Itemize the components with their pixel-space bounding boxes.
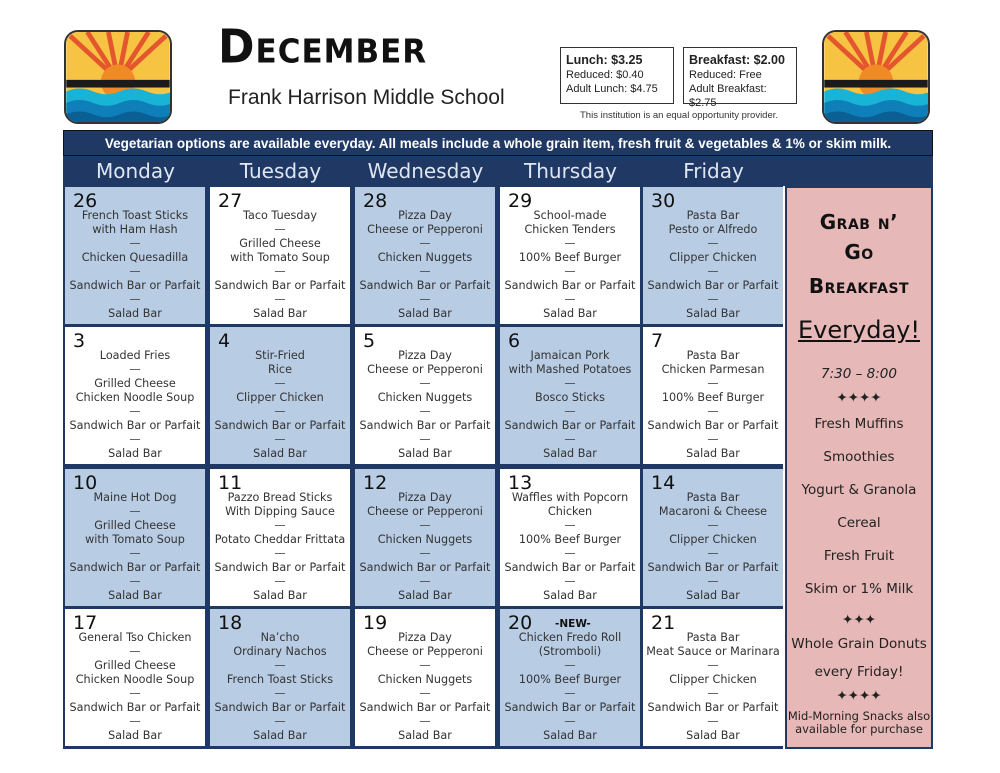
menu-item: Salad Bar xyxy=(253,307,307,320)
menu-item: Potato Cheddar Frittata xyxy=(214,533,346,546)
grab-title-line1: Grab n’ xyxy=(819,210,899,234)
day-header-wednesday: Wednesday xyxy=(367,159,484,183)
menu-items xyxy=(500,491,640,603)
menu-item: Sandwich Bar or Parfait xyxy=(359,419,491,432)
grab-n-go-breakfast-panel xyxy=(785,186,933,749)
menu-items xyxy=(643,349,783,461)
sunset-waves-icon xyxy=(66,32,170,122)
grab-title-line3: Breakfast xyxy=(808,274,910,298)
day-number: 6 xyxy=(508,330,521,352)
item-separator: — xyxy=(564,687,576,700)
item-separator: — xyxy=(707,377,719,390)
menu-item: Pizza Day xyxy=(398,349,452,362)
sidebar-item: Skim or 1% Milk xyxy=(804,581,914,597)
menu-item: Clipper Chicken xyxy=(669,533,757,546)
day-number: 5 xyxy=(363,330,376,352)
day-number: 14 xyxy=(651,472,676,494)
menu-day-cell-tuesday xyxy=(210,187,350,324)
item-separator: — xyxy=(274,265,286,278)
day-header-monday: Monday xyxy=(96,159,175,183)
menu-item: Salad Bar xyxy=(686,307,740,320)
item-separator: — xyxy=(274,223,286,236)
menu-day-cell-wednesday xyxy=(355,609,495,746)
menu-item: Salad Bar xyxy=(543,729,597,742)
menu-item: Chicken Nuggets xyxy=(377,673,473,686)
day-number: 28 xyxy=(363,190,388,212)
menu-item: Salad Bar xyxy=(398,447,452,460)
item-separator: — xyxy=(707,575,719,588)
item-separator: — xyxy=(564,293,576,306)
item-separator: — xyxy=(129,433,141,446)
menu-item: Clipper Chicken xyxy=(669,673,757,686)
menu-items xyxy=(643,491,783,603)
item-separator: — xyxy=(564,237,576,250)
item-separator: — xyxy=(707,687,719,700)
menu-day-cell-wednesday xyxy=(355,187,495,324)
sidebar-item: Cereal xyxy=(837,515,881,531)
menu-item: Salad Bar xyxy=(543,447,597,460)
item-separator: — xyxy=(274,715,286,728)
menu-day-cell-tuesday xyxy=(210,609,350,746)
menu-items xyxy=(500,349,640,461)
day-number: 29 xyxy=(508,190,533,212)
item-separator: — xyxy=(129,505,141,518)
item-separator: — xyxy=(129,405,141,418)
diamond-divider: ✦✦✦✦ xyxy=(836,688,882,704)
item-separator: — xyxy=(419,405,431,418)
school-logo xyxy=(64,30,172,124)
item-separator: — xyxy=(419,519,431,532)
menu-item: Maine Hot Dog xyxy=(93,491,177,504)
adult-lunch-price: Adult Lunch: $4.75 xyxy=(566,83,658,95)
sidebar-item: Fresh Muffins xyxy=(814,416,904,432)
menu-item: Clipper Chicken xyxy=(669,251,757,264)
menu-item: Salad Bar xyxy=(543,307,597,320)
menu-item: 100% Beef Burger xyxy=(518,251,622,264)
menu-item: Grilled Cheese xyxy=(94,659,176,672)
menu-item: Chicken Noodle Soup xyxy=(75,391,195,404)
grab-title-line2: Go xyxy=(844,240,874,264)
day-number: 7 xyxy=(651,330,664,352)
item-separator: — xyxy=(129,293,141,306)
menu-item: Salad Bar xyxy=(253,729,307,742)
menu-item: Jamaican Pork xyxy=(530,349,610,362)
menu-items xyxy=(65,349,205,461)
menu-item: Chicken Nuggets xyxy=(377,391,473,404)
menu-item: Salad Bar xyxy=(398,589,452,602)
item-separator: — xyxy=(564,715,576,728)
menu-item: Ordinary Nachos xyxy=(233,645,327,658)
menu-item: Pizza Day xyxy=(398,209,452,222)
menu-day-cell-wednesday xyxy=(355,469,495,606)
item-separator: — xyxy=(707,715,719,728)
menu-item: Salad Bar xyxy=(686,589,740,602)
menu-item: with Tomato Soup xyxy=(230,251,330,264)
menu-items xyxy=(210,209,350,321)
diamond-divider: ✦✦✦ xyxy=(842,612,876,628)
menu-item: Chicken Nuggets xyxy=(377,251,473,264)
menu-item: Salad Bar xyxy=(108,589,162,602)
menu-item: Sandwich Bar or Parfait xyxy=(69,419,201,432)
menu-item: Pesto or Alfredo xyxy=(668,223,758,236)
item-separator: — xyxy=(274,659,286,672)
menu-item: Pazzo Bread Sticks xyxy=(227,491,333,504)
menu-item: Sandwich Bar or Parfait xyxy=(359,561,491,574)
item-separator: — xyxy=(564,547,576,560)
lunch-price-box xyxy=(560,47,674,104)
sidebar-item: Yogurt & Granola xyxy=(801,482,917,498)
menu-item: Sandwich Bar or Parfait xyxy=(647,701,779,714)
item-separator: — xyxy=(564,575,576,588)
menu-item: Taco Tuesday xyxy=(243,209,317,222)
menu-items xyxy=(65,209,205,321)
item-separator: — xyxy=(274,519,286,532)
menu-day-cell-tuesday xyxy=(210,469,350,606)
menu-item: Pizza Day xyxy=(398,491,452,504)
item-separator: — xyxy=(707,293,719,306)
menu-item: Pasta Bar xyxy=(686,209,740,222)
menu-item: Macaroni & Cheese xyxy=(658,505,768,518)
equal-opportunity-note: This institution is an equal opportunity provider. xyxy=(580,110,779,121)
menu-day-cell-thursday xyxy=(500,187,640,324)
menu-items xyxy=(65,491,205,603)
menu-item: Rice xyxy=(268,363,292,376)
day-number: 3 xyxy=(73,330,86,352)
menu-item: Salad Bar xyxy=(108,447,162,460)
menu-item: Pasta Bar xyxy=(686,631,740,644)
menu-item: Na’cho xyxy=(260,631,300,644)
menu-item: Salad Bar xyxy=(253,589,307,602)
menu-item: School-made xyxy=(533,209,607,222)
breakfast-time: 7:30 – 8:00 xyxy=(821,366,897,382)
item-separator: — xyxy=(419,237,431,250)
menu-items xyxy=(355,491,495,603)
item-separator: — xyxy=(419,293,431,306)
menu-item: Chicken Quesadilla xyxy=(81,251,189,264)
menu-day-cell-monday xyxy=(65,187,205,324)
item-separator: — xyxy=(129,237,141,250)
item-separator: — xyxy=(274,433,286,446)
menu-day-cell-thursday xyxy=(500,469,640,606)
menu-item: 100% Beef Burger xyxy=(661,391,765,404)
item-separator: — xyxy=(707,265,719,278)
menu-item: Sandwich Bar or Parfait xyxy=(214,419,346,432)
menu-item: with Ham Hash xyxy=(92,223,178,236)
menu-items xyxy=(210,631,350,743)
menu-item: Grilled Cheese xyxy=(239,237,321,250)
menu-items xyxy=(210,349,350,461)
item-separator: — xyxy=(274,547,286,560)
menu-item: Sandwich Bar or Parfait xyxy=(69,561,201,574)
item-separator: — xyxy=(707,659,719,672)
school-name: Frank Harrison Middle School xyxy=(228,86,505,109)
day-number: 12 xyxy=(363,472,388,494)
item-separator: — xyxy=(707,433,719,446)
item-separator: — xyxy=(419,715,431,728)
menu-items xyxy=(500,631,640,743)
item-separator: — xyxy=(274,293,286,306)
menu-item: Chicken Fredo Roll xyxy=(518,631,622,644)
item-separator: — xyxy=(564,519,576,532)
lunch-price: Lunch: $3.25 xyxy=(566,53,643,67)
day-number: 27 xyxy=(218,190,243,212)
menu-item: Sandwich Bar or Parfait xyxy=(647,561,779,574)
menu-item: French Toast Sticks xyxy=(226,673,334,686)
menu-item: Sandwich Bar or Parfait xyxy=(69,701,201,714)
menu-items xyxy=(643,631,783,743)
menu-day-cell-friday xyxy=(643,609,783,746)
menu-day-cell-friday xyxy=(643,469,783,606)
menu-item: Sandwich Bar or Parfait xyxy=(359,701,491,714)
menu-item: Salad Bar xyxy=(398,729,452,742)
menu-item: Stir-Fried xyxy=(255,349,305,362)
menu-item: Cheese or Pepperoni xyxy=(367,505,483,518)
item-separator: — xyxy=(419,575,431,588)
menu-item: Waffles with Popcorn xyxy=(511,491,629,504)
adult-breakfast-price: Adult Breakfast: $2.75 xyxy=(689,83,767,109)
menu-item: with Mashed Potatoes xyxy=(508,363,632,376)
sidebar-item: Fresh Fruit xyxy=(823,548,895,564)
menu-item: Sandwich Bar or Parfait xyxy=(504,419,636,432)
item-separator: — xyxy=(129,715,141,728)
item-separator: — xyxy=(419,265,431,278)
menu-day-cell-thursday xyxy=(500,609,640,746)
menu-item: Cheese or Pepperoni xyxy=(367,223,483,236)
menu-item: Sandwich Bar or Parfait xyxy=(504,279,636,292)
day-header-tuesday: Tuesday xyxy=(239,159,322,183)
day-number: 4 xyxy=(218,330,231,352)
menu-items xyxy=(355,349,495,461)
menu-day-cell-monday xyxy=(65,609,205,746)
menu-items xyxy=(500,209,640,321)
menu-item: with Tomato Soup xyxy=(85,533,185,546)
menu-item: Salad Bar xyxy=(108,729,162,742)
breakfast-price-box xyxy=(683,47,797,109)
menu-item: Sandwich Bar or Parfait xyxy=(647,419,779,432)
day-number: 26 xyxy=(73,190,98,212)
item-separator: — xyxy=(419,547,431,560)
menu-item: Chicken Nuggets xyxy=(377,533,473,546)
menu-item: Chicken Noodle Soup xyxy=(75,673,195,686)
menu-item: Clipper Chicken xyxy=(236,391,324,404)
menu-item: Pasta Bar xyxy=(686,491,740,504)
item-separator: — xyxy=(419,377,431,390)
item-separator: — xyxy=(564,405,576,418)
day-number: 21 xyxy=(651,612,676,634)
menu-item: Pasta Bar xyxy=(686,349,740,362)
menu-item: Loaded Fries xyxy=(99,349,171,362)
item-separator: — xyxy=(129,363,141,376)
sunset-waves-icon xyxy=(824,32,928,122)
menu-item: Sandwich Bar or Parfait xyxy=(214,279,346,292)
menu-day-cell-tuesday xyxy=(210,327,350,464)
menu-item: Sandwich Bar or Parfait xyxy=(359,279,491,292)
menu-item: Cheese or Pepperoni xyxy=(367,645,483,658)
menu-item: Grilled Cheese xyxy=(94,519,176,532)
menu-item: French Toast Sticks xyxy=(81,209,189,222)
item-separator: — xyxy=(419,433,431,446)
menu-item: Salad Bar xyxy=(398,307,452,320)
menu-item: Cheese or Pepperoni xyxy=(367,363,483,376)
item-separator: — xyxy=(274,575,286,588)
menu-item: Bosco Sticks xyxy=(535,391,605,404)
menu-item: Sandwich Bar or Parfait xyxy=(504,561,636,574)
item-separator: — xyxy=(129,575,141,588)
menu-item: Sandwich Bar or Parfait xyxy=(69,279,201,292)
every-friday-label: every Friday! xyxy=(814,664,904,680)
new-badge: -NEW- xyxy=(555,618,591,630)
school-logo xyxy=(822,30,930,124)
menu-item: Sandwich Bar or Parfait xyxy=(214,561,346,574)
menu-item: Salad Bar xyxy=(686,729,740,742)
breakfast-price: Breakfast: $2.00 xyxy=(689,53,785,67)
menu-item: Salad Bar xyxy=(253,447,307,460)
item-separator: — xyxy=(707,519,719,532)
item-separator: — xyxy=(419,687,431,700)
everyday-label: Everyday! xyxy=(798,316,920,344)
item-separator: — xyxy=(707,237,719,250)
day-number: 18 xyxy=(218,612,243,634)
menu-items xyxy=(643,209,783,321)
menu-item: Chicken xyxy=(547,505,593,518)
vegetarian-banner: Vegetarian options are available everyday. All meals include a whole grain item, fresh fruit & vegetables & 1% or skim milk. xyxy=(63,130,933,156)
page-title: December xyxy=(218,20,428,75)
donuts-label: Whole Grain Donuts xyxy=(791,636,927,652)
menu-item: With Dipping Sauce xyxy=(225,505,335,518)
day-header-friday: Friday xyxy=(683,159,744,183)
item-separator: — xyxy=(129,645,141,658)
menu-items xyxy=(65,631,205,743)
menu-day-cell-friday xyxy=(643,187,783,324)
menu-item: Grilled Cheese xyxy=(94,377,176,390)
menu-item: General Tso Chicken xyxy=(78,631,192,644)
item-separator: — xyxy=(419,659,431,672)
menu-item: 100% Beef Burger xyxy=(518,673,622,686)
menu-item: Meat Sauce or Marinara xyxy=(646,645,780,658)
item-separator: — xyxy=(564,377,576,390)
menu-day-cell-thursday xyxy=(500,327,640,464)
menu-item: Salad Bar xyxy=(108,307,162,320)
menu-item: Salad Bar xyxy=(543,589,597,602)
menu-item: Salad Bar xyxy=(686,447,740,460)
item-separator: — xyxy=(129,547,141,560)
day-number: 20 xyxy=(508,612,533,634)
day-header-thursday: Thursday xyxy=(524,159,617,183)
day-number: 30 xyxy=(651,190,676,212)
menu-item: Sandwich Bar or Parfait xyxy=(504,701,636,714)
item-separator: — xyxy=(274,405,286,418)
menu-day-cell-wednesday xyxy=(355,327,495,464)
item-separator: — xyxy=(274,377,286,390)
breakfast-reduced-price: Reduced: Free xyxy=(689,69,762,81)
day-number: 13 xyxy=(508,472,533,494)
day-number: 17 xyxy=(73,612,98,634)
menu-day-cell-friday xyxy=(643,327,783,464)
snacks-note-line1: Mid-Morning Snacks also xyxy=(787,709,931,723)
menu-day-cell-monday xyxy=(65,469,205,606)
item-separator: — xyxy=(564,659,576,672)
menu-item: Sandwich Bar or Parfait xyxy=(214,701,346,714)
item-separator: — xyxy=(564,265,576,278)
lunch-reduced-price: Reduced: $0.40 xyxy=(566,69,644,81)
item-separator: — xyxy=(129,265,141,278)
menu-items xyxy=(210,491,350,603)
item-separator: — xyxy=(707,405,719,418)
menu-item: Chicken Parmesan xyxy=(661,363,765,376)
day-number: 10 xyxy=(73,472,98,494)
menu-item: Sandwich Bar or Parfait xyxy=(647,279,779,292)
menu-items xyxy=(355,209,495,321)
menu-item: (Stromboli) xyxy=(538,645,602,658)
snacks-note-line2: available for purchase xyxy=(795,722,923,736)
item-separator: — xyxy=(129,687,141,700)
menu-item: Chicken Tenders xyxy=(524,223,616,236)
diamond-divider: ✦✦✦✦ xyxy=(836,390,882,406)
sidebar-item: Smoothies xyxy=(823,449,895,465)
menu-day-cell-monday xyxy=(65,327,205,464)
menu-item: 100% Beef Burger xyxy=(518,533,622,546)
day-number: 11 xyxy=(218,472,243,494)
menu-calendar-grid xyxy=(63,186,783,749)
item-separator: — xyxy=(274,687,286,700)
item-separator: — xyxy=(564,433,576,446)
day-number: 19 xyxy=(363,612,388,634)
menu-item: Pizza Day xyxy=(398,631,452,644)
item-separator: — xyxy=(707,547,719,560)
menu-items xyxy=(355,631,495,743)
